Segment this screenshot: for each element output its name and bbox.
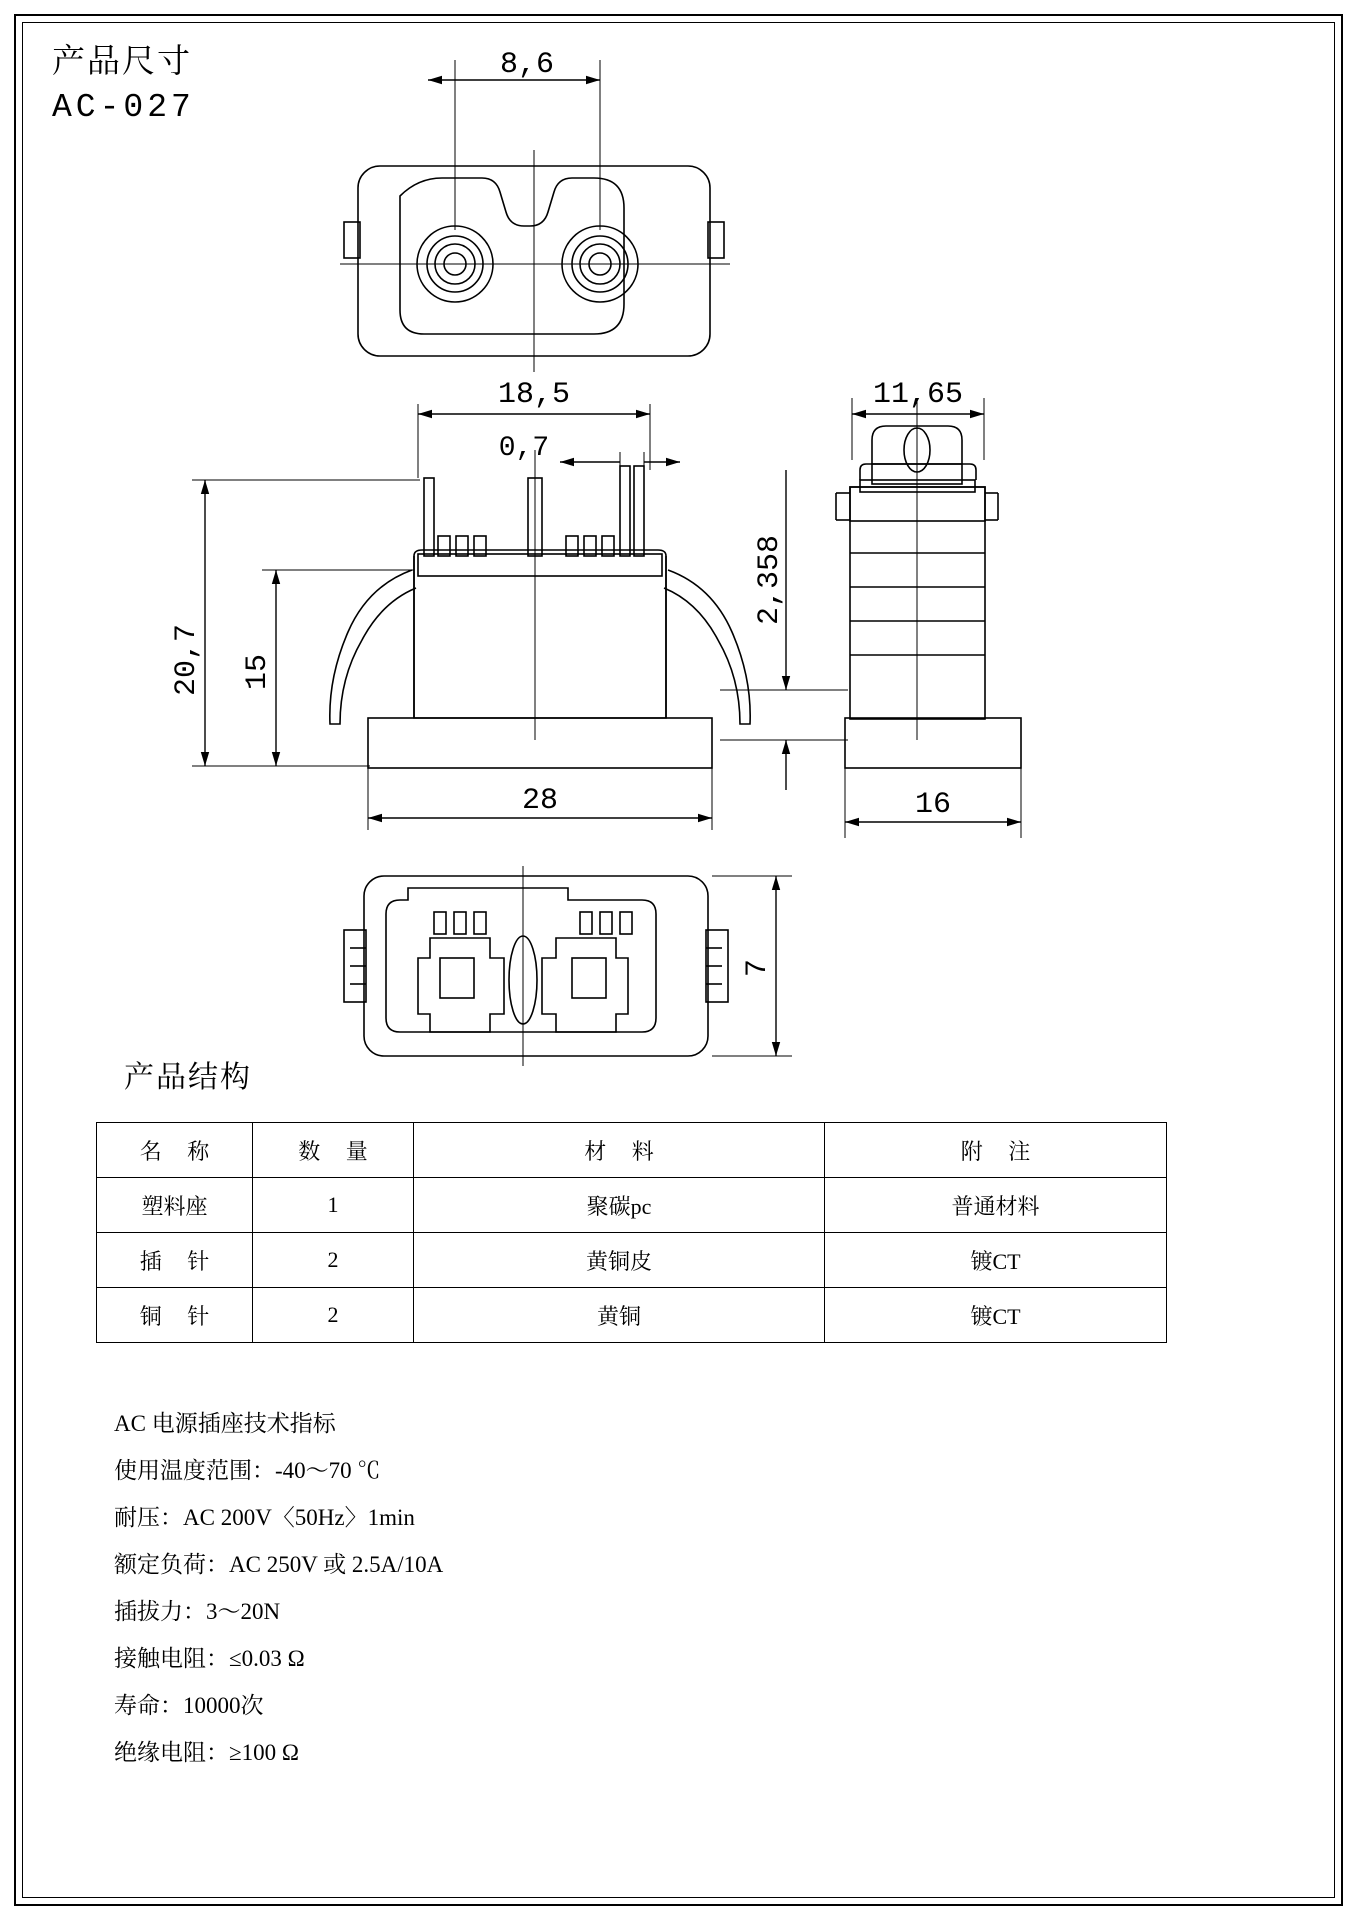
header-name: 名 称 bbox=[97, 1123, 253, 1178]
cell-material: 黄铜皮 bbox=[414, 1233, 825, 1288]
cell-note: 普通材料 bbox=[825, 1178, 1167, 1233]
tech-spec-item: 耐压：AC 200V〈50Hz〉1min bbox=[114, 1505, 415, 1530]
tech-spec-item: 寿命：10000次 bbox=[114, 1693, 264, 1718]
cell-quantity: 2 bbox=[253, 1233, 414, 1288]
tech-spec-item: 使用温度范围：-40～70 ℃ bbox=[114, 1458, 381, 1483]
header-material: 材 料 bbox=[414, 1123, 825, 1178]
cell-note: 镀CT bbox=[825, 1233, 1167, 1288]
model-code: AC-027 bbox=[52, 89, 195, 127]
cell-material: 聚碳pc bbox=[414, 1178, 825, 1233]
svg-text:16: 16 bbox=[914, 788, 952, 822]
header-note: 附 注 bbox=[825, 1123, 1167, 1178]
structure-section-title: 产品结构 bbox=[124, 1061, 252, 1094]
svg-text:11,65: 11,65 bbox=[872, 378, 964, 412]
svg-text:15: 15 bbox=[241, 653, 275, 691]
table-row bbox=[97, 1178, 1167, 1233]
tech-spec-heading: AC 电源插座技术指标 bbox=[114, 1411, 336, 1436]
cell-material: 黄铜 bbox=[414, 1288, 825, 1343]
tech-spec-item: 额定负荷：AC 250V 或 2.5A/10A bbox=[114, 1552, 444, 1577]
tech-spec-item: 插拔力：3～20N bbox=[114, 1599, 281, 1624]
svg-text:0,7: 0,7 bbox=[498, 433, 550, 464]
cell-name: 插 针 bbox=[97, 1233, 253, 1288]
cell-quantity: 2 bbox=[253, 1288, 414, 1343]
page-title: 产品尺寸 bbox=[52, 44, 192, 80]
table-row bbox=[97, 1288, 1167, 1343]
tech-spec-list bbox=[114, 1412, 814, 1788]
tech-spec-item: 接触电阻：≤0.03 Ω bbox=[114, 1646, 305, 1671]
svg-text:7: 7 bbox=[741, 958, 775, 978]
table-header-row bbox=[97, 1123, 1167, 1178]
cell-note: 镀CT bbox=[825, 1288, 1167, 1343]
cell-name: 塑料座 bbox=[97, 1178, 253, 1233]
svg-text:8,6: 8,6 bbox=[499, 48, 555, 82]
bom-table bbox=[96, 1122, 1167, 1343]
tech-spec-item: 绝缘电阻：≥100 Ω bbox=[114, 1740, 299, 1765]
table-row bbox=[97, 1233, 1167, 1288]
svg-text:18,5: 18,5 bbox=[497, 378, 571, 412]
svg-text:2,358: 2,358 bbox=[753, 534, 787, 626]
header-quantity: 数 量 bbox=[253, 1123, 414, 1178]
cell-name: 铜 针 bbox=[97, 1288, 253, 1343]
svg-text:28: 28 bbox=[521, 784, 559, 818]
svg-text:20,7: 20,7 bbox=[170, 623, 204, 697]
cell-quantity: 1 bbox=[253, 1178, 414, 1233]
